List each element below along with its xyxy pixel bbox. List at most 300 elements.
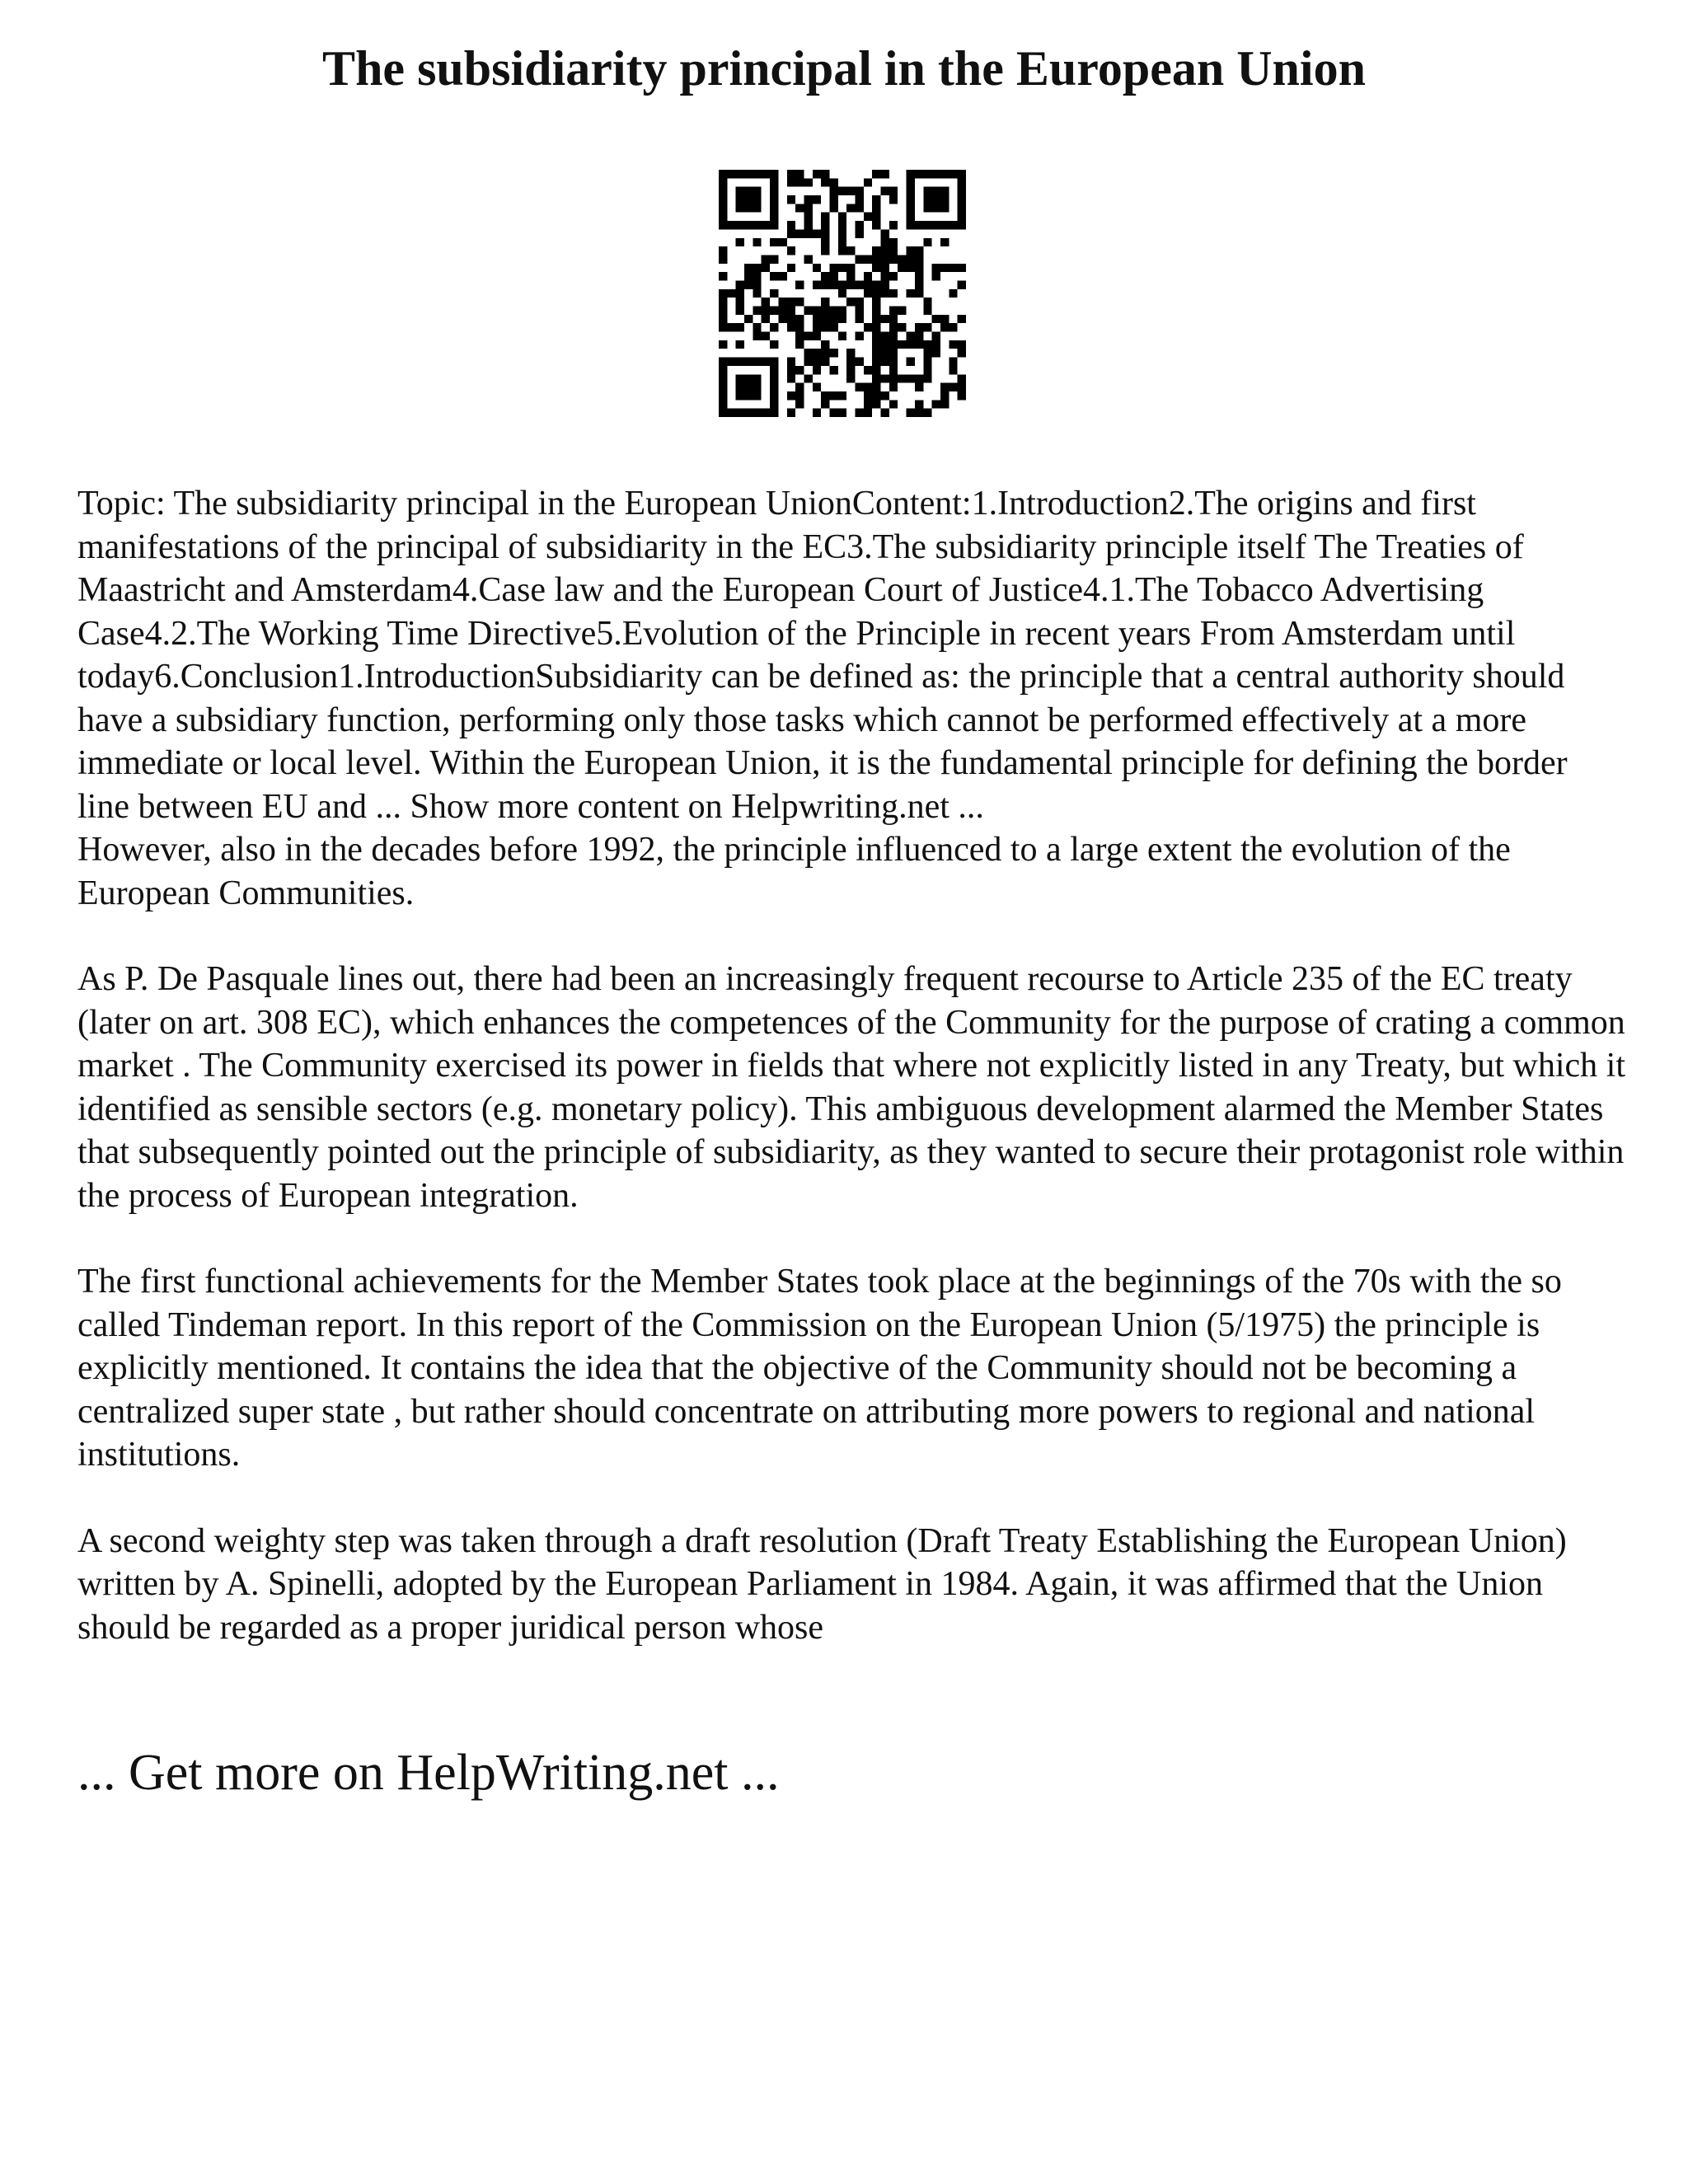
qr-module [727,409,735,417]
qr-module [915,332,923,340]
qr-module [753,383,761,391]
qr-module [744,204,753,212]
qr-module [719,400,727,408]
qr-module [787,221,795,229]
qr-module [821,340,829,349]
qr-module [838,332,846,340]
qr-module [932,221,940,229]
qr-module [795,383,804,391]
qr-module [762,264,770,272]
qr-module [804,221,812,229]
qr-module [727,289,735,298]
qr-module [949,366,957,374]
qr-module [719,195,727,204]
qr-module [881,289,889,298]
qr-module [958,374,966,382]
qr-module [949,170,957,178]
qr-module [821,391,829,400]
qr-module [889,366,898,374]
qr-module [846,204,855,212]
qr-module [753,358,761,366]
qr-module [753,170,761,178]
qr-module [770,221,778,229]
qr-module [940,264,949,272]
qr-module [753,289,761,298]
qr-module [958,170,966,178]
qr-module [753,391,761,400]
qr-module [762,298,770,306]
qr-module [719,187,727,195]
qr-module [932,332,940,340]
qr-module [795,323,804,331]
qr-module [719,204,727,212]
qr-module [770,187,778,195]
qr-module [889,255,898,263]
qr-module [770,289,778,298]
qr-module [881,374,889,382]
document-body [77,482,1627,1649]
qr-module [736,391,744,400]
qr-module [856,221,864,229]
qr-module [829,307,837,315]
qr-module [923,409,931,417]
qr-module [753,272,761,280]
qr-module [889,289,898,298]
qr-module [762,358,770,366]
qr-module [821,213,829,221]
qr-module [915,246,923,255]
qr-module [872,366,880,374]
qr-module [949,340,957,349]
qr-module [923,204,931,212]
qr-module [846,264,855,272]
qr-module [744,221,753,229]
qr-module [804,178,812,186]
qr-module [915,340,923,349]
qr-module [949,323,957,331]
qr-module [719,298,727,306]
qr-module [753,264,761,272]
qr-module [958,178,966,186]
qr-module [753,323,761,331]
qr-module [838,213,846,221]
qr-module [958,204,966,212]
qr-module [881,264,889,272]
qr-module [958,187,966,195]
qr-module [787,315,795,323]
qr-module [856,280,864,288]
qr-module [856,229,864,237]
qr-module [762,170,770,178]
qr-module [846,349,855,357]
qr-module [804,349,812,357]
qr-module [719,409,727,417]
qr-module [770,374,778,382]
qr-module [872,400,880,408]
qr-module [881,280,889,288]
qr-module [872,298,880,306]
qr-module [958,264,966,272]
qr-module [813,366,821,374]
qr-module [898,323,906,331]
qr-module [889,307,898,315]
qr-module [856,204,864,212]
qr-module [864,409,872,417]
qr-module [753,238,761,246]
qr-module [856,332,864,340]
qr-module [872,204,880,212]
qr-module [889,400,898,408]
qr-module [744,374,753,382]
qr-module [804,213,812,221]
qr-module [881,238,889,246]
qr-module [872,280,880,288]
qr-module [770,178,778,186]
qr-module [881,246,889,255]
qr-module [907,255,915,263]
qr-module [753,409,761,417]
qr-module [736,298,744,306]
qr-module [907,246,915,255]
get-more-link[interactable]: ... Get more on HelpWriting.net ... [77,1745,780,1801]
qr-module [719,307,727,315]
qr-module [753,221,761,229]
qr-module [762,307,770,315]
qr-module [889,383,898,391]
qr-module [864,178,872,186]
qr-module [744,358,753,366]
qr-module [949,358,957,366]
qr-module [856,298,864,306]
qr-module [889,340,898,349]
qr-module [821,238,829,246]
qr-module [744,187,753,195]
qr-module [787,229,795,237]
qr-module [744,280,753,288]
paragraph-intro: Topic: The subsidiarity principal in the European UnionContent:1.Introduction2.The origins and first manifestations of the principal of subsidiarity in the EC3.The subsidiarity principle itself The Treaties of Maastricht and Amsterdam4.Case law and the European Court of Justice4.1.The Tobacco Advertising Case4.2.The Working Time Directive5.Evolution of the Principle in recent years From Amsterdam until today6.Conclusion1.IntroductionSubsidiarity can be defined as: the principle that a central authority should have a subsidiary function, performing only those tasks which cannot be performed effectively at a more immediate or local level. Within the European Union, it is the fundamental principle for defining the border line between EU and ... Show more content on Helpwriting.net ... [77,485,1568,826]
qr-module [940,238,949,246]
qr-module [889,315,898,323]
qr-module [889,187,898,195]
qr-module [778,307,786,315]
qr-module [864,391,872,400]
qr-module [753,195,761,204]
qr-module [753,280,761,288]
qr-module [829,349,837,357]
qr-module [889,246,898,255]
qr-module [770,170,778,178]
qr-module [907,289,915,298]
qr-module [719,315,727,323]
qr-module [753,307,761,315]
qr-module [881,187,889,195]
qr-module [907,178,915,186]
qr-module [915,264,923,272]
qr-code-icon [719,170,966,417]
paragraph-tindeman: The first functional achievements for the Member States took place at the beginnings of the 70s with the so called Tindeman report. In this report of the Commission on the European Union (5/1975) the principle is explicitly mentioned. It contains the idea that the objective of the Community should not be becoming a centralized super state , but rather should concentrate on attributing more powers to regional and national institutions. [77,1263,1562,1474]
qr-module [898,264,906,272]
qr-module [940,315,949,323]
qr-module [846,187,855,195]
qr-module [907,340,915,349]
qr-module [719,221,727,229]
qr-module [864,323,872,331]
qr-module [958,349,966,357]
document-title: The subsidiarity principal in the European Union [322,41,1366,96]
qr-module [744,409,753,417]
qr-module [787,195,795,204]
qr-module [795,298,804,306]
qr-module [787,298,795,306]
qr-module [770,323,778,331]
qr-module [856,358,864,366]
qr-module [872,315,880,323]
qr-module [829,391,837,400]
qr-module [940,383,949,391]
qr-module [889,374,898,382]
qr-module [958,213,966,221]
qr-module [778,272,786,280]
qr-module [736,383,744,391]
qr-module [787,391,795,400]
qr-module [932,170,940,178]
qr-module [829,195,837,204]
qr-module [770,391,778,400]
qr-module [923,187,931,195]
qr-module [940,391,949,400]
qr-module [795,391,804,400]
qr-module [736,170,744,178]
qr-module [898,374,906,382]
qr-module [856,187,864,195]
qr-module [932,315,940,323]
qr-module [719,246,727,255]
qr-module [838,391,846,400]
qr-module [856,255,864,263]
qr-module [719,391,727,400]
qr-module [949,264,957,272]
qr-module [727,323,735,331]
qr-module [838,280,846,288]
qr-module [907,204,915,212]
qr-module [846,272,855,280]
qr-module [872,246,880,255]
qr-module [821,221,829,229]
qr-module [958,340,966,349]
qr-module [838,289,846,298]
qr-module [838,307,846,315]
qr-module [829,315,837,323]
qr-module [949,383,957,391]
qr-module [813,264,821,272]
qr-module [829,178,837,186]
qr-module [804,358,812,366]
qr-module [770,204,778,212]
qr-module [829,366,837,374]
qr-module [770,358,778,366]
qr-module [719,340,727,349]
qr-module [736,358,744,366]
qr-module [889,358,898,366]
qr-module [907,332,915,340]
qr-module [736,195,744,204]
qr-module [872,323,880,331]
qr-module [727,170,735,178]
qr-module [804,229,812,237]
qr-module [864,255,872,263]
qr-module [872,349,880,357]
qr-module [915,255,923,263]
qr-module [940,195,949,204]
qr-module [753,204,761,212]
qr-module [787,366,795,374]
paragraph-decades: However, also in the decades before 1992, the principle influenced to a large extent the evolution of the European Communities. [77,831,1511,912]
paragraph-de-pasquale: As P. De Pasquale lines out, there had been an increasingly frequent recourse to Article 235 of the EC treaty (later on art. 308 EC), which enhances the competences of the Community for the purpose of crating a common market . The Community exercised its power in fields that where not explicitly listed in any Treaty, but which it identified as sensible sectors (e.g. monetary policy). This ambiguous development alarmed the Member States that subsequently pointed out the principle of subsidiarity, as they wanted to secure their protagonist role within the process of European integration. [77,960,1625,1215]
qr-module [787,374,795,382]
qr-module [821,307,829,315]
qr-module [846,358,855,366]
qr-module [795,340,804,349]
qr-module [829,264,837,272]
qr-module [838,238,846,246]
qr-module [907,264,915,272]
qr-module [778,298,786,306]
qr-module [838,246,846,255]
qr-module [872,307,880,315]
qr-module [821,323,829,331]
qr-module [770,238,778,246]
qr-module [923,221,931,229]
qr-module [829,409,837,417]
qr-module [795,178,804,186]
qr-module [889,272,898,280]
qr-module [915,383,923,391]
qr-module [736,340,744,349]
qr-module [838,187,846,195]
qr-module [821,349,829,357]
qr-module [804,307,812,315]
qr-module [753,187,761,195]
qr-module [787,409,795,417]
qr-module [846,374,855,382]
qr-module [846,246,855,255]
qr-module [753,332,761,340]
qr-module [719,255,727,263]
qr-module [838,229,846,237]
qr-module [736,323,744,331]
qr-module [881,349,889,357]
qr-module [907,409,915,417]
qr-module [923,298,931,306]
qr-module [770,307,778,315]
qr-module [915,272,923,280]
qr-module [770,213,778,221]
qr-module [872,340,880,349]
qr-module [872,358,880,366]
qr-module [915,323,923,331]
qr-module [804,204,812,212]
qr-module [744,264,753,272]
qr-module [770,383,778,391]
qr-module [907,221,915,229]
qr-module [770,255,778,263]
qr-module [932,340,940,349]
qr-module [907,195,915,204]
qr-module [719,272,727,280]
qr-module [932,272,940,280]
qr-module [856,307,864,315]
qr-module [923,170,931,178]
qr-module [744,391,753,400]
qr-module [932,204,940,212]
qr-module [813,229,821,237]
qr-module [795,332,804,340]
qr-module [762,315,770,323]
qr-module [727,221,735,229]
qr-module [813,349,821,357]
qr-module [881,409,889,417]
qr-module [719,374,727,382]
qr-module [898,255,906,263]
qr-module [727,358,735,366]
qr-module [744,272,753,280]
qr-module [813,280,821,288]
qr-module [889,332,898,340]
qr-module [872,332,880,340]
qr-module [762,409,770,417]
qr-module [958,391,966,400]
qr-module [719,289,727,298]
qr-module [907,358,915,366]
qr-module [889,221,898,229]
qr-module [770,195,778,204]
qr-module [958,315,966,323]
qr-module [787,323,795,331]
qr-module [940,400,949,408]
qr-module [795,315,804,323]
qr-module [889,195,898,204]
qr-module [770,366,778,374]
qr-module [838,221,846,229]
qr-module [864,289,872,298]
qr-module [907,187,915,195]
qr-module [923,349,931,357]
qr-module [719,178,727,186]
qr-module [787,307,795,315]
qr-module [770,272,778,280]
qr-module [795,204,804,212]
qr-module [719,170,727,178]
qr-module [744,195,753,204]
qr-module [923,358,931,366]
qr-module [795,400,804,408]
qr-module [915,280,923,288]
qr-module [872,264,880,272]
qr-module [864,280,872,288]
qr-code [719,170,966,417]
qr-module [881,255,889,263]
qr-module [872,289,880,298]
qr-module [744,170,753,178]
qr-module [915,409,923,417]
qr-module [813,323,821,331]
qr-module [915,170,923,178]
qr-module [736,409,744,417]
qr-module [821,229,829,237]
qr-module [932,349,940,357]
qr-module [736,307,744,315]
qr-module [719,323,727,331]
